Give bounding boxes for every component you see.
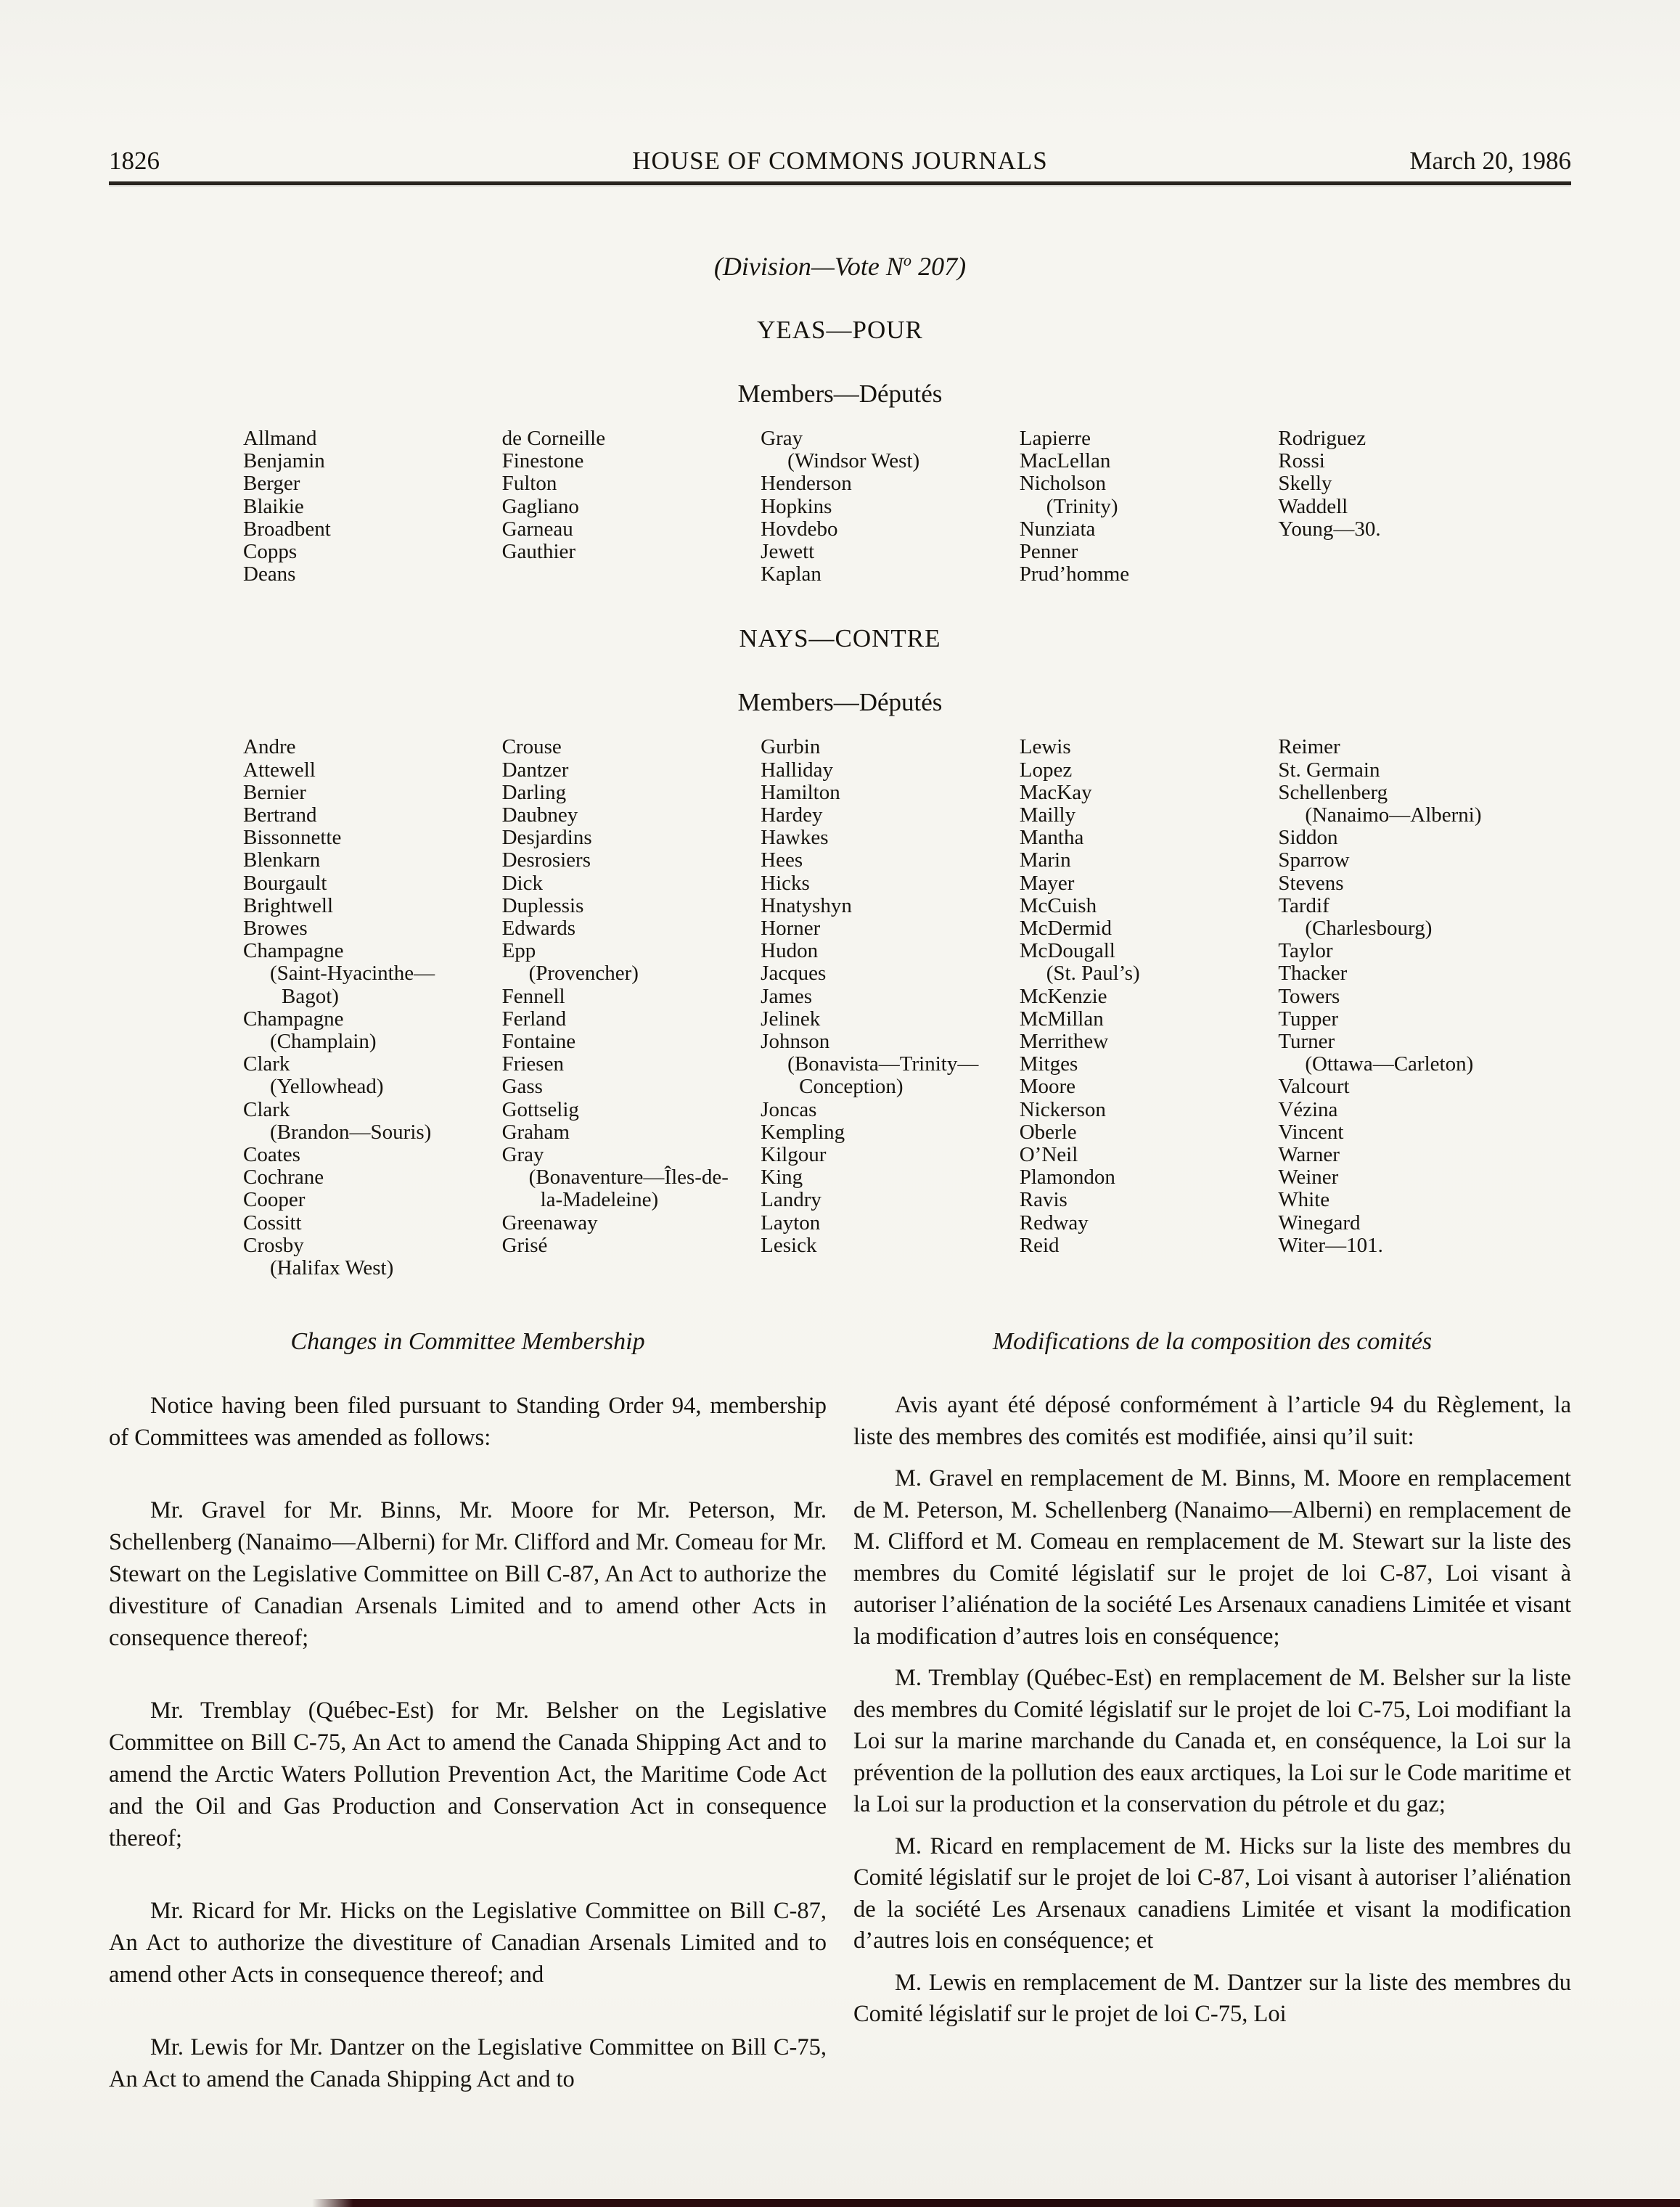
member-name: Sparrow <box>1278 848 1350 872</box>
member-name: Reid <box>1019 1233 1060 1257</box>
yeas-column-4 <box>1020 427 1279 586</box>
member-name: Jacques <box>761 962 827 986</box>
page-number: 1826 <box>109 147 160 175</box>
member-name: Hicks <box>761 871 810 895</box>
member-name: Gauthier <box>501 540 576 564</box>
member-name: Desjardins <box>501 826 592 850</box>
member-name: Finestone <box>501 449 584 473</box>
member-name: McKenzie <box>1019 984 1107 1008</box>
member-name: Valcourt <box>1278 1075 1350 1099</box>
member-name: White <box>1278 1188 1330 1212</box>
member-name: Mayer <box>1019 871 1075 895</box>
member-name: Hovdebo <box>761 517 838 541</box>
member-name: Penner <box>1019 540 1078 564</box>
member-name: Marin <box>1019 848 1071 872</box>
yeas-name-grid <box>243 427 1571 586</box>
paragraph: Mr. Tremblay (Québec-Est) for Mr. Belsher on the Legislative Committee on Bill C-75, An Act to amend the Canada Shipping Act and to amend the Arctic Waters Pollution Prevention Act, the Maritime Code Act and the Oil and Gas Production and Conservation Act in consequence thereof; <box>109 1698 827 1852</box>
member-name: Winegard <box>1278 1211 1361 1234</box>
member-name: Clark <box>243 1097 290 1121</box>
member-name: Moore <box>1019 1075 1076 1099</box>
division-vote-superscript: o <box>903 251 912 269</box>
yeas-column-1 <box>243 427 502 586</box>
member-name: Gurbin <box>761 735 821 759</box>
member-name: Plamondon <box>1019 1166 1115 1190</box>
member-name: Dick <box>501 871 543 895</box>
changes-heading-en: Changes in Committee Membership <box>290 1328 645 1356</box>
member-name: Tupper <box>1278 1007 1339 1031</box>
member-name: McMillan <box>1019 1007 1104 1031</box>
member-name: St. Germain <box>1278 758 1380 782</box>
member-name: la-Madeleine) <box>540 1188 659 1212</box>
division-vote-text: (Division—Vote N <box>713 252 903 281</box>
member-name: Fennell <box>501 984 565 1008</box>
header-rule <box>109 181 1571 185</box>
member-name: Hnatyshyn <box>761 893 852 917</box>
member-name: Weiner <box>1278 1166 1339 1190</box>
member-name: (Brandon—Souris) <box>270 1120 432 1144</box>
changes-body-fr <box>853 1390 1571 2031</box>
member-name: Lapierre <box>1019 427 1091 450</box>
member-name: Schellenberg <box>1278 780 1388 804</box>
nays-column-4 <box>1020 736 1279 1279</box>
member-name: Turner <box>1278 1030 1335 1054</box>
member-name: Darling <box>501 780 567 804</box>
member-name: Gottselig <box>501 1097 579 1121</box>
member-name: Towers <box>1278 984 1340 1008</box>
member-name: Jelinek <box>761 1007 821 1031</box>
member-name: Tardif <box>1278 893 1329 917</box>
member-name: Gray <box>761 427 803 450</box>
member-name: MacLellan <box>1019 449 1111 473</box>
member-name: Johnson <box>761 1030 830 1054</box>
member-name: Garneau <box>501 517 573 541</box>
yeas-heading: YEAS—POUR <box>757 316 923 344</box>
member-name: Hees <box>761 848 803 872</box>
member-name: Brightwell <box>243 893 334 917</box>
member-name: Skelly <box>1278 472 1332 496</box>
member-name: MacKay <box>1019 780 1092 804</box>
member-name: Waddell <box>1278 494 1348 518</box>
member-name: Vincent <box>1278 1120 1344 1144</box>
yeas-column-5 <box>1278 427 1571 586</box>
member-name: Andre <box>243 735 296 759</box>
member-name: Mantha <box>1019 826 1084 850</box>
member-name: Gray <box>501 1143 544 1167</box>
member-name: Rossi <box>1278 449 1325 473</box>
member-name: James <box>761 984 813 1008</box>
changes-heading-fr: Modifications de la composition des comités <box>992 1328 1433 1356</box>
member-name: Gagliano <box>501 494 579 518</box>
nays-column-2 <box>502 736 761 1279</box>
member-name: (Provencher) <box>528 962 639 986</box>
member-name: Crouse <box>501 735 562 759</box>
member-name: Kaplan <box>761 562 821 586</box>
member-name: Greenaway <box>501 1211 598 1234</box>
member-name: Edwards <box>501 917 576 941</box>
member-name: Deans <box>243 562 296 586</box>
member-name: (Windsor West) <box>787 449 920 473</box>
member-name: Nicholson <box>1019 472 1106 496</box>
member-name: Bourgault <box>243 871 327 895</box>
member-name: (St. Paul’s) <box>1046 962 1140 986</box>
paragraph: M. Gravel en remplacement de M. Binns, M. Moore en remplacement de M. Peterson, M. Schellenberg (Nanaimo—Alberni) en remplacement de M. Clifford et M. Comeau en remplacement de M. Stewart sur la liste des membres du Comité législatif sur le projet de loi C-87, Loi visant à autoriser l’aliénation de la société Les Arsenaux canadiens Limitée et visant la modification d’autres lois en conséquence; <box>853 1465 1571 1650</box>
member-name: Hardey <box>761 803 823 827</box>
paragraph: M. Lewis en remplacement de M. Dantzer sur la liste des membres du Comité législatif sur le projet de loi C-75, Loi <box>853 1969 1571 2028</box>
member-name: Layton <box>761 1211 821 1234</box>
member-name: Champagne <box>243 939 344 963</box>
member-name: Henderson <box>761 472 852 496</box>
member-name: Stevens <box>1278 871 1344 895</box>
changes-column-english <box>109 1327 827 2095</box>
nays-members-heading: Members—Députés <box>737 688 943 717</box>
member-name: Siddon <box>1278 826 1338 850</box>
member-name: (Champlain) <box>270 1030 377 1054</box>
member-name: Benjamin <box>243 449 325 473</box>
member-name: Hudon <box>761 939 819 963</box>
member-name: Bissonnette <box>243 826 342 850</box>
member-name: Cochrane <box>243 1166 324 1190</box>
yeas-column-3 <box>761 427 1020 586</box>
member-name: Jewett <box>761 540 815 564</box>
committee-changes-section <box>109 1327 1571 2095</box>
member-name: Grisé <box>501 1233 548 1257</box>
member-name: Nickerson <box>1019 1097 1106 1121</box>
member-name: McCuish <box>1019 893 1097 917</box>
member-name: Crosby <box>243 1233 304 1257</box>
member-name: Fulton <box>501 472 557 496</box>
member-name: (Yellowhead) <box>270 1075 384 1099</box>
member-name: Daubney <box>501 803 578 827</box>
member-name: Bagot) <box>282 984 339 1008</box>
member-name: (Halifax West) <box>270 1256 394 1280</box>
member-name: O’Neil <box>1019 1143 1078 1167</box>
member-name: Graham <box>501 1120 570 1144</box>
member-name: Horner <box>761 917 821 941</box>
division-vote-heading <box>109 246 1571 281</box>
member-name: Lesick <box>761 1233 817 1257</box>
member-name: Cossitt <box>243 1211 302 1234</box>
paragraph: Notice having been filed pursuant to Standing Order 94, membership of Committees was amended as follows: <box>109 1393 827 1451</box>
member-name: Browes <box>243 917 308 941</box>
changes-body-en <box>109 1390 827 2095</box>
member-name: Mailly <box>1019 803 1076 827</box>
member-name: Ferland <box>501 1007 567 1031</box>
yeas-column-2 <box>502 427 761 586</box>
member-name: Coates <box>243 1143 300 1167</box>
issue-date: March 20, 1986 <box>1409 147 1571 175</box>
paragraph: M. Tremblay (Québec-Est) en remplacement de M. Belsher sur la liste des membres du Comité législatif sur le projet de loi C-75, Loi modifiant la Loi sur la marine marchande du Canada et, en conséquence, la Loi sur la prévention de la pollution des eaux arctiques, la Loi sur le Code maritime et la Loi sur la production et la conservation du pétrole et du gaz; <box>853 1665 1571 1818</box>
member-name: (Bonavista—Trinity— <box>787 1052 979 1076</box>
paragraph: Mr. Ricard for Mr. Hicks on the Legislative Committee on Bill C-87, An Act to authorize the divestiture of Canadian Arsenals Limited and to amend other Acts in consequence thereof; and <box>109 1898 827 1989</box>
member-name: Kempling <box>761 1120 845 1144</box>
member-name: King <box>761 1166 803 1190</box>
member-name: Redway <box>1019 1211 1089 1234</box>
member-name: Allmand <box>243 427 317 450</box>
member-name: Blenkarn <box>243 848 321 872</box>
paragraph: Avis ayant été déposé conformément à l’article 94 du Règlement, la liste des membres des comités est modifiée, ainsi qu’il suit: <box>853 1392 1571 1450</box>
member-name: Warner <box>1278 1143 1340 1167</box>
division-vote-number: 207) <box>911 252 967 281</box>
member-name: Copps <box>243 540 298 564</box>
scan-artifact-bottom-band <box>312 2199 1680 2207</box>
nays-column-3 <box>761 736 1020 1279</box>
member-name: Joncas <box>761 1097 817 1121</box>
member-name: (Charlesbourg) <box>1305 917 1433 941</box>
member-name: Kilgour <box>761 1143 827 1167</box>
nays-heading: NAYS—CONTRE <box>739 624 941 653</box>
member-name: Epp <box>501 939 536 963</box>
member-name: Halliday <box>761 758 834 782</box>
member-name: Witer—101. <box>1278 1233 1383 1257</box>
member-name: de Corneille <box>501 427 606 450</box>
member-name: Duplessis <box>501 893 584 917</box>
nays-column-5 <box>1278 736 1571 1279</box>
member-name: (Nanaimo—Alberni) <box>1305 803 1482 827</box>
member-name: Landry <box>761 1188 821 1212</box>
journal-title: HOUSE OF COMMONS JOURNALS <box>632 147 1048 175</box>
member-name: Rodriguez <box>1278 427 1366 450</box>
member-name: Merrithew <box>1019 1030 1109 1054</box>
member-name: Bertrand <box>243 803 317 827</box>
paragraph: M. Ricard en remplacement de M. Hicks sur la liste des membres du Comité législatif sur le projet de loi C-87, Loi visant à autoriser l’aliénation de la société Les Arsenaux canadiens Limitée et visant la modification d’autres lois en conséquence; et <box>853 1833 1571 1954</box>
member-name: Conception) <box>799 1075 903 1099</box>
member-name: Cooper <box>243 1188 306 1212</box>
member-name: Vézina <box>1278 1097 1338 1121</box>
member-name: Desrosiers <box>501 848 591 872</box>
member-name: Bernier <box>243 780 306 804</box>
member-name: Lewis <box>1019 735 1071 759</box>
member-name: Ravis <box>1019 1188 1068 1212</box>
member-name: Blaikie <box>243 494 304 518</box>
member-name: Fontaine <box>501 1030 576 1054</box>
member-name: Hawkes <box>761 826 829 850</box>
yeas-members-heading: Members—Députés <box>737 380 943 408</box>
member-name: Lopez <box>1019 758 1073 782</box>
member-name: McDougall <box>1019 939 1115 963</box>
paragraph: Mr. Lewis for Mr. Dantzer on the Legislative Committee on Bill C-75, An Act to amend the Canada Shipping Act and to <box>109 2034 827 2093</box>
member-name: (Saint-Hyacinthe— <box>270 962 435 986</box>
member-name: Reimer <box>1278 735 1340 759</box>
member-name: Thacker <box>1278 962 1348 986</box>
member-name: McDermid <box>1019 917 1112 941</box>
member-name: Berger <box>243 472 300 496</box>
member-name: Broadbent <box>243 517 331 541</box>
member-name: Hopkins <box>761 494 832 518</box>
member-name: Prud’homme <box>1019 562 1130 586</box>
nays-column-1 <box>243 736 502 1279</box>
nays-name-grid <box>243 736 1571 1279</box>
paragraph: Mr. Gravel for Mr. Binns, Mr. Moore for Mr. Peterson, Mr. Schellenberg (Nanaimo—Alberni) for Mr. Clifford and Mr. Comeau for Mr. Stewart on the Legislative Committee on Bill C-87, An Act to authorize the divestiture of Canadian Arsenals Limited and to amend other Acts in consequence thereof; <box>109 1497 827 1652</box>
member-name: Oberle <box>1019 1120 1077 1144</box>
member-name: Dantzer <box>501 758 569 782</box>
member-name: (Ottawa—Carleton) <box>1305 1052 1474 1076</box>
member-name: Hamilton <box>761 780 840 804</box>
member-name: Champagne <box>243 1007 344 1031</box>
member-name: Young—30. <box>1278 517 1381 541</box>
member-name: (Bonaventure—Îles-de- <box>528 1166 729 1190</box>
member-name: Mitges <box>1019 1052 1078 1076</box>
member-name: Clark <box>243 1052 290 1076</box>
page-header <box>109 147 1571 175</box>
member-name: Attewell <box>243 758 316 782</box>
member-name: (Trinity) <box>1046 494 1118 518</box>
member-name: Nunziata <box>1019 517 1096 541</box>
member-name: Taylor <box>1278 939 1333 963</box>
member-name: Gass <box>501 1075 543 1099</box>
changes-column-french <box>853 1327 1571 2095</box>
member-name: Friesen <box>501 1052 564 1076</box>
